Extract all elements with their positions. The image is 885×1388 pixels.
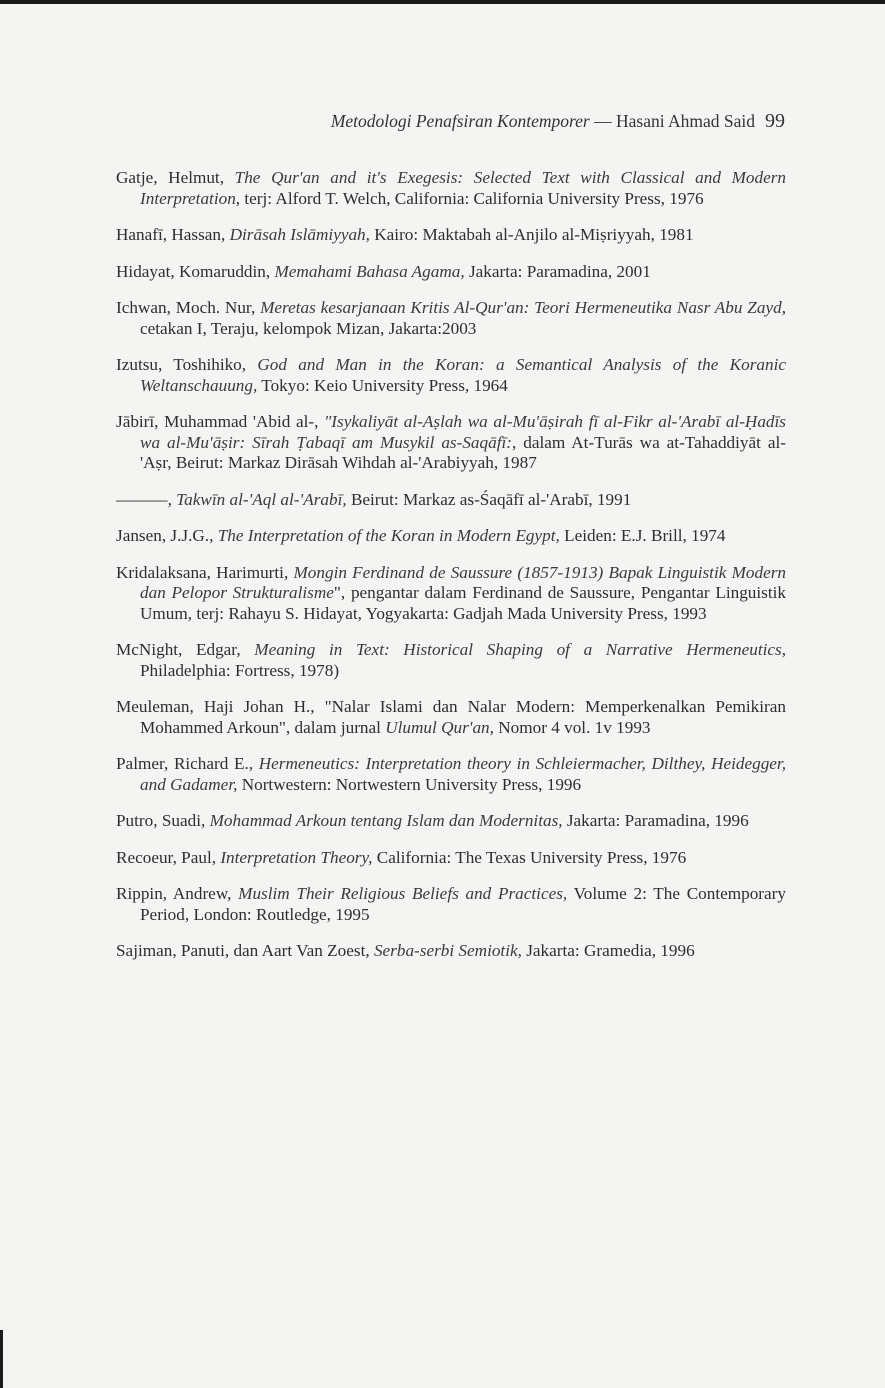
entry-author: Rippin, Andrew, <box>116 884 239 903</box>
entry-details: , Philadelphia: Fortress, 1978) <box>140 640 786 680</box>
entry-details: , Nomor 4 vol. 1v 1993 <box>489 717 651 737</box>
bibliography-entry <box>116 563 786 625</box>
entry-details: ", pengantar dalam Ferdinand de Saussure, Pengantar Linguistik Umum, terj: Rahayu S. Hidayat, Yogyakarta: Gadjah Mada University Press, 1993 <box>140 583 786 623</box>
bibliography-entry <box>116 811 786 832</box>
entry-title: The Interpretation of the Koran in Modern Egypt, <box>217 526 560 545</box>
bibliography-entry <box>116 490 786 511</box>
bibliography-entry <box>116 640 786 681</box>
bibliography-entry <box>116 298 786 339</box>
entry-title: Memahami Bahasa Agama, <box>274 261 465 281</box>
bibliography-entry <box>116 697 786 738</box>
header-author: Hasani Ahmad Said <box>615 111 755 131</box>
entry-author: Sajiman, Panuti, dan Aart Van Zoest, <box>116 941 374 960</box>
entry-author: Hanafī, Hassan, <box>116 225 230 244</box>
entry-title: Meaning in Text: Historical Shaping of a Narrative Hermeneutics <box>254 640 782 659</box>
entry-author: Meuleman, Haji Johan H., "Nalar Islami dan Nalar Modern: Memperkenalkan Pemikiran Mohammed Arkoun", dalam jurnal <box>116 697 786 737</box>
entry-details: Tokyo: Keio University Press, 1964 <box>257 375 508 395</box>
entry-author: Izutsu, Toshihiko, <box>116 355 258 374</box>
entry-details: Jakarta: Paramadina, 1996 <box>562 811 749 830</box>
entry-title: Meretas kesarjanaan Kritis Al-Qur'an: Teori Hermeneutika Nasr Abu Zayd <box>260 298 782 317</box>
page-number: 99 <box>765 110 785 132</box>
bibliography-entry <box>116 225 786 246</box>
entry-title: Mongin Ferdinand de Saussure (1857-1913) Bapak Linguistik Modern dan Pelopor Strukturalisme <box>140 562 786 602</box>
bibliography-entry <box>116 848 786 869</box>
scan-top-border <box>0 0 885 4</box>
entry-author: Recoeur, Paul, <box>116 847 221 867</box>
entry-details: Leiden: E.J. Brill, 1974 <box>559 526 726 545</box>
entry-details: , dalam At-Turās wa at-Tahaddiyāt al-'Aṣr, Beirut: Markaz Dirāsah Wihdah al-'Arabiyyah, 1987 <box>140 432 786 472</box>
entry-title: Dirāsah Islāmiyyah, <box>229 225 370 244</box>
entry-title: Muslim Their Religious Beliefs and Practices, <box>238 884 568 903</box>
bibliography-list <box>116 168 786 978</box>
entry-title: The Qur'an and it's Exegesis: Selected Text with Classical and Modern Interpretation <box>140 168 786 208</box>
entry-author: Ichwan, Moch. Nur, <box>116 298 261 317</box>
series-title: Metodologi Penafsiran Kontemporer <box>330 111 590 131</box>
entry-author: Hidayat, Komaruddin, <box>116 261 275 281</box>
entry-details: Jakarta: Gramedia, 1996 <box>521 941 695 960</box>
entry-title: Hermeneutics: Interpretation theory in Schleiermacher, Dilthey, Heidegger, and Gadamer, <box>140 754 786 794</box>
bibliography-entry <box>116 168 786 209</box>
entry-details: California: The Texas University Press, 1976 <box>372 847 687 867</box>
entry-author: Gatje, Helmut, <box>116 168 235 187</box>
bibliography-entry <box>116 526 786 547</box>
entry-title: Serba-serbi Semiotik, <box>373 941 522 960</box>
entry-author: Palmer, Richard E., <box>116 754 259 773</box>
entry-details: , cetakan I, Teraju, kelompok Mizan, Jakarta:2003 <box>140 298 786 338</box>
bibliography-entry <box>116 355 786 396</box>
header-separator: — <box>589 111 616 131</box>
entry-details: Beirut: Markaz as-Śaqāfī al-'Arabī, 1991 <box>346 489 632 509</box>
entry-details: Kairo: Maktabah al-Anjilo al-Miṣriyyah, 1981 <box>369 225 694 244</box>
bibliography-entry <box>116 754 786 795</box>
entry-author: Jansen, J.J.G., <box>116 526 218 545</box>
entry-title: Ulumul Qur'an <box>385 717 490 737</box>
entry-author: McNight, Edgar, <box>116 640 255 659</box>
bibliography-entry <box>116 412 786 474</box>
entry-details: , terj: Alford T. Welch, California: California University Press, 1976 <box>235 188 704 208</box>
bibliography-entry <box>116 262 786 283</box>
entry-author: Kridalaksana, Harimurti, <box>116 562 294 582</box>
entry-title: Mohammad Arkoun tentang Islam dan Modernitas, <box>209 811 563 830</box>
entry-details: Nortwestern: Nortwestern University Press, 1996 <box>237 774 582 794</box>
bibliography-entry <box>116 884 786 925</box>
entry-title: God and Man in the Koran: a Semantical Analysis of the Koranic Weltanschauung, <box>140 355 787 395</box>
bibliography-entry <box>116 941 786 962</box>
entry-author: Putro, Suadi, <box>116 811 210 830</box>
entry-title: Interpretation Theory, <box>220 847 373 867</box>
entry-author: Jābirī, Muhammad 'Abid al-, <box>116 412 325 431</box>
entry-details: Volume 2: The Contemporary Period, London: Routledge, 1995 <box>140 884 786 924</box>
entry-title: Takwīn al-'Aql al-'Arabī, <box>176 489 347 509</box>
entry-title: "Isykaliyāt al-Aṣlah wa al-Mu'āṣirah fī al-Fikr al-'Arabī al-Ḥadīs wa al-Mu'āṣir: Sīrah Ṭabaqī am Musykil as-Saqāfī: <box>140 412 786 452</box>
entry-details: Jakarta: Paramadina, 2001 <box>464 261 651 281</box>
entry-author: ———, <box>116 489 177 509</box>
running-header <box>115 110 785 133</box>
scan-left-edge-mark <box>0 1330 3 1388</box>
